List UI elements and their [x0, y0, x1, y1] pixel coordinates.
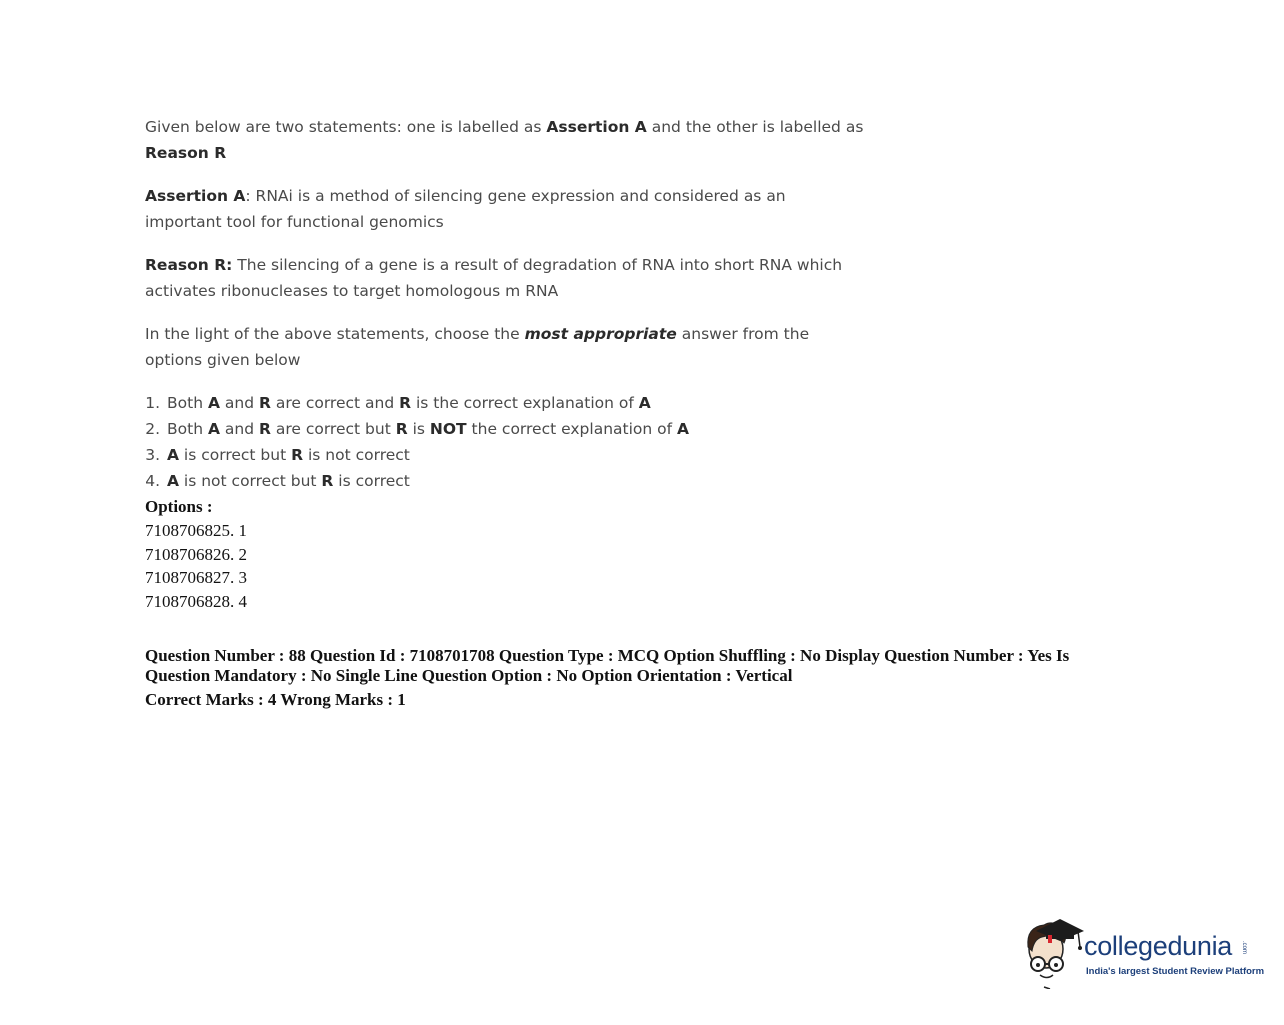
marks-line: Correct Marks : 4 Wrong Marks : 1	[145, 690, 406, 709]
question-text	[145, 114, 865, 494]
options-list	[145, 495, 247, 614]
choice-4: 4. A is not correct but R is correct	[165, 468, 865, 494]
metadata-line: Question Number : 88 Question Id : 7108701708 Question Type : MCQ Option Shuffling : No Display Question Number : Yes Is Question Mandatory : No Single Line Question Option : No Option Orientation : Vertical	[145, 646, 1070, 685]
options-heading: Options :	[145, 497, 213, 516]
option-item: 7108706826. 2	[145, 544, 247, 564]
collegedunia-logo	[1022, 915, 1265, 995]
assertion-paragraph: Assertion A: RNAi is a method of silencing gene expression and considered as an important tool for functional genomics	[145, 187, 786, 231]
option-item: 7108706828. 4	[145, 592, 247, 612]
logo-brand-text: collegedunia	[1084, 931, 1233, 961]
choice-3: 3. A is correct but R is not correct	[165, 442, 865, 468]
choice-2: 2. Both A and R are correct but R is NOT the correct explanation of A	[165, 416, 865, 442]
intro-paragraph: Given below are two statements: one is labelled as Assertion A and the other is labelled as Reason R	[145, 118, 864, 162]
choice-1: 1. Both A and R are correct and R is the correct explanation of A	[165, 390, 865, 416]
answer-choices	[145, 390, 865, 494]
option-item: 7108706827. 3	[145, 568, 247, 588]
option-item: 7108706825. 1	[145, 520, 247, 540]
question-metadata	[145, 646, 1125, 710]
logo-tagline: India's largest Student Review Platform	[1086, 966, 1265, 977]
instruction-paragraph: In the light of the above statements, choose the most appropriate answer from the options given below	[145, 325, 810, 369]
mascot-icon	[1022, 917, 1084, 989]
logo-com-text: .com	[1241, 941, 1247, 955]
reason-paragraph: Reason R: The silencing of a gene is a result of degradation of RNA into short RNA which activates ribonucleases to target homologous m RNA	[145, 256, 843, 300]
